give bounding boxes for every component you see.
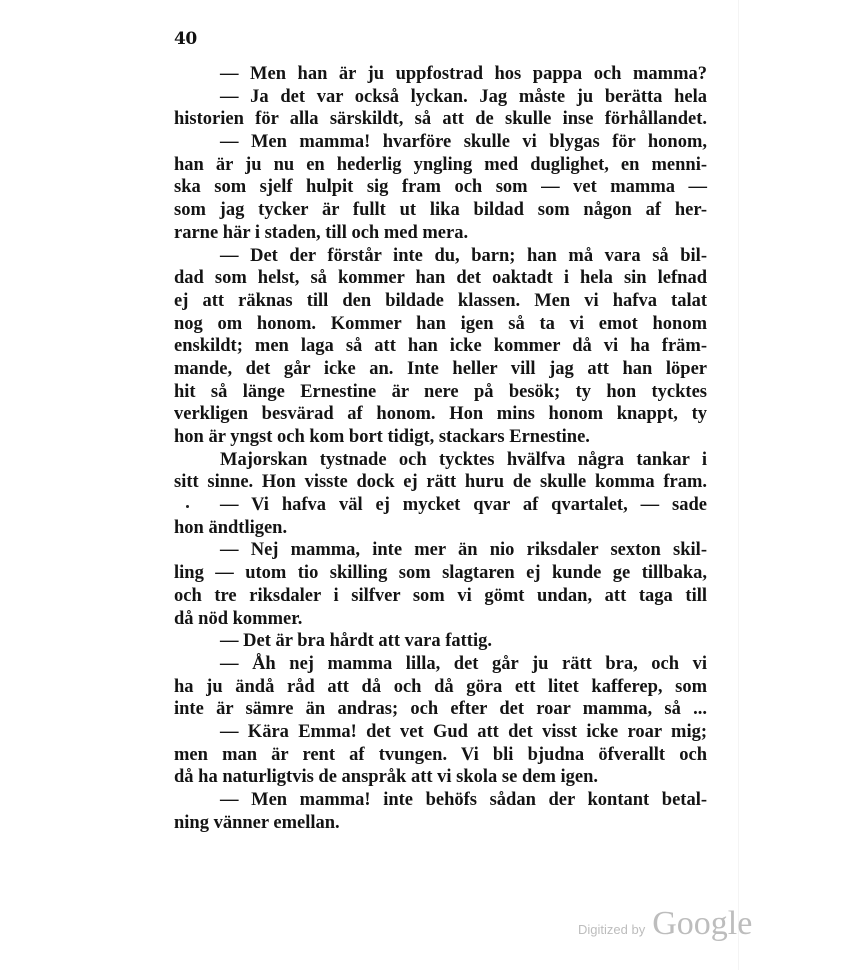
- text-line: — Men mamma! inte behöfs sådan der kontant betal-: [220, 790, 707, 810]
- text-line: inte är sämre än andras; och efter det roar mamma, så ...: [174, 699, 707, 720]
- text-line: — Vi hafva väl ej mycket qvar af qvartalet, — sade: [220, 495, 707, 516]
- text-line: — Ja det var också lyckan. Jag måste ju berätta hela: [220, 86, 707, 107]
- text-line: hon ändtligen.: [174, 517, 288, 538]
- text-line: historien för alla särskildt, så att de skulle inse förhållandet.: [174, 109, 707, 130]
- page-number: 40: [174, 29, 197, 49]
- text-line: Majorskan tystnade och tycktes hvälfva några tankar i: [220, 449, 707, 470]
- text-line: — Men mamma! hvarföre skulle vi blygas för honom,: [220, 132, 707, 153]
- google-logo-text: Google: [652, 905, 753, 942]
- text-line: dad som helst, så kommer han det oaktadt i hela sin lefnad: [174, 268, 707, 289]
- text-line: — Kära Emma! det vet Gud att det visst icke roar mig;: [220, 721, 707, 742]
- text-line: han är ju nu en hederlig yngling med duglighet, en menni-: [174, 154, 707, 175]
- text-line: enskildt; men laga så att han icke kommer då vi ha främ-: [174, 336, 707, 357]
- text-line: hit så länge Ernestine är nere på besök; ty hon tycktes: [174, 381, 707, 402]
- text-line: som jag tycker är fullt ut lika bildad som någon af her-: [174, 200, 707, 221]
- text-line: och tre riksdaler i silfver som vi gömt undan, att taga till: [174, 585, 707, 606]
- text-line: rarne här i staden, till och med mera.: [174, 222, 469, 243]
- text-line: ha ju ändå råd att då och då göra ett litet kafferep, som: [174, 676, 707, 697]
- text-line: hon är yngst och kom bort tidigt, stackars Ernestine.: [174, 427, 590, 447]
- page-edge-line: [738, 0, 739, 970]
- text-line: — Åh nej mamma lilla, det går ju rätt bra, och vi: [220, 653, 707, 674]
- text-line: men man är rent af tvungen. Vi bli bjudna öfverallt och: [174, 744, 707, 765]
- watermark-prefix: Digitized by: [578, 922, 646, 937]
- text-line: — Men han är ju uppfostrad hos pappa och mamma?: [220, 64, 707, 84]
- body-text: [174, 63, 707, 834]
- text-line: sitt sinne. Hon visste dock ej rätt huru de skulle komma fram.: [174, 472, 707, 493]
- text-line: ling — utom tio skilling som slagtaren ej kunde ge tillbaka,: [174, 563, 707, 584]
- text-line: — Det är bra hårdt att vara fattig.: [220, 631, 492, 652]
- text-line: ska som sjelf hulpit sig fram och som — vet mamma —: [174, 177, 707, 198]
- text-line: ej att räknas till den bildade klassen. Men vi hafva talat: [174, 290, 707, 311]
- digitized-by-google-watermark: [578, 905, 752, 943]
- text-line: ning vänner emellan.: [174, 812, 340, 833]
- text-line: verkligen besvärad af honom. Hon mins honom knappt, ty: [174, 404, 707, 425]
- text-line: då nöd kommer.: [174, 608, 303, 629]
- text-line: — Nej mamma, inte mer än nio riksdaler sexton skil-: [220, 540, 707, 561]
- text-line: mande, det går icke an. Inte heller vill jag att han löper: [174, 358, 707, 379]
- text-line: — Det der förstår inte du, barn; han må vara så bil-: [220, 245, 707, 266]
- text-line: då ha naturligtvis de anspråk att vi skola se dem igen.: [174, 767, 599, 788]
- scan-speck: [186, 505, 189, 508]
- text-line: nog om honom. Kommer han igen så ta vi emot honom: [174, 313, 707, 334]
